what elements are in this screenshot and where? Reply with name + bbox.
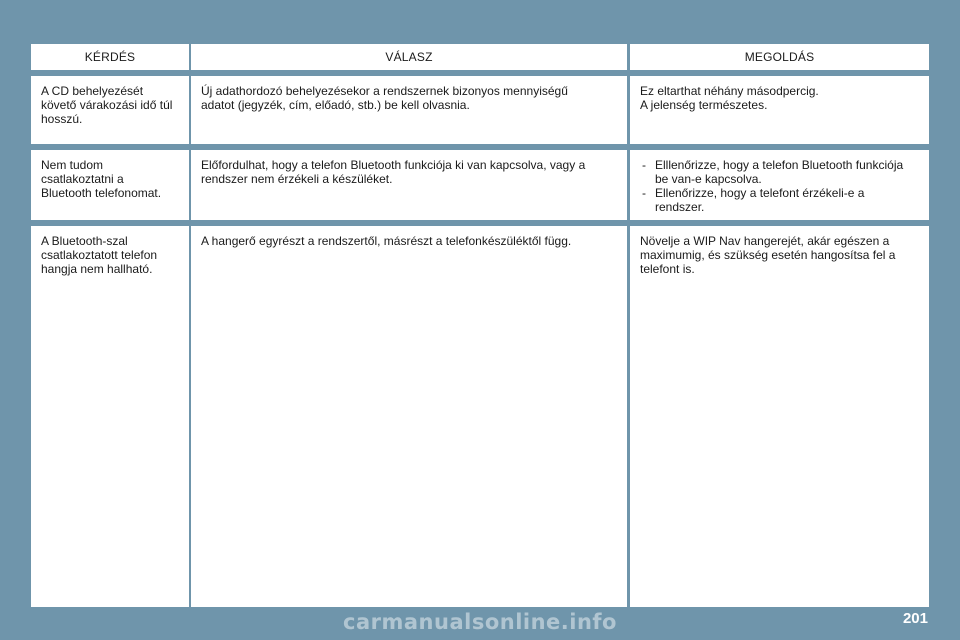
text-line: Növelje a WIP Nav hangerejét, akár egészen a [640,234,890,248]
text-line: adatot (jegyzék, cím, előadó, stb.) be kell olvasnia. [201,98,470,112]
solution-list [640,158,919,214]
solution-item [640,158,919,186]
header-question-label: KÉRDÉS [84,50,136,64]
row-2-question [31,150,189,220]
text-line: A Bluetooth-szal [41,234,128,248]
header-question [31,44,189,70]
page-number: 201 [902,610,928,627]
text-line: csatlakoztatni a [41,172,124,186]
text-line: be van-e kapcsolva. [655,172,762,186]
text-line: Ez eltarthat néhány másodpercig. [640,84,819,98]
text-line: Elllenőrizze, hogy a telefon Bluetooth funkciója [655,158,904,172]
row-1-question [31,76,189,144]
text-line: rendszer. [655,200,705,214]
text-line: Nem tudom [41,158,104,172]
solution-item [640,186,919,214]
row-1-answer [191,76,627,144]
header-answer [191,44,627,70]
text-line: Előfordulhat, hogy a telefon Bluetooth funkciója ki van kapcsolva, vagy a [201,158,586,172]
text-line: Új adathordozó behelyezésekor a rendszernek bizonyos mennyiségű [201,84,568,98]
row-1-solution [630,76,929,144]
row-2-solution [630,150,929,220]
text-line: maximumig, és szükség esetén hangosítsa fel a [640,248,896,262]
header-solution-label: MEGOLDÁS [744,50,815,64]
text-line: A jelenség természetes. [640,98,768,112]
text-line: rendszer nem érzékeli a készüléket. [201,172,393,186]
text-line: követő várakozási idő túl [41,98,173,112]
text-line: A CD behelyezését [41,84,144,98]
row-2-answer [191,150,627,220]
text-line: hosszú. [41,112,83,126]
row-3-question [31,226,189,607]
text-line: Bluetooth telefonomat. [41,186,162,200]
text-line: csatlakoztatott telefon [41,248,158,262]
header-answer-label: VÁLASZ [385,50,433,64]
text-line: Ellenőrizze, hogy a telefont érzékeli-e a [655,186,865,200]
header-solution [630,44,929,70]
watermark: carmanualsonline.info [343,610,617,634]
text-line: telefont is. [640,262,695,276]
text-line: A hangerő egyrészt a rendszertől, másrészt a telefonkészüléktől függ. [201,234,572,248]
row-3-answer [191,226,627,607]
row-3-solution [630,226,929,607]
text-line: hangja nem hallható. [41,262,153,276]
